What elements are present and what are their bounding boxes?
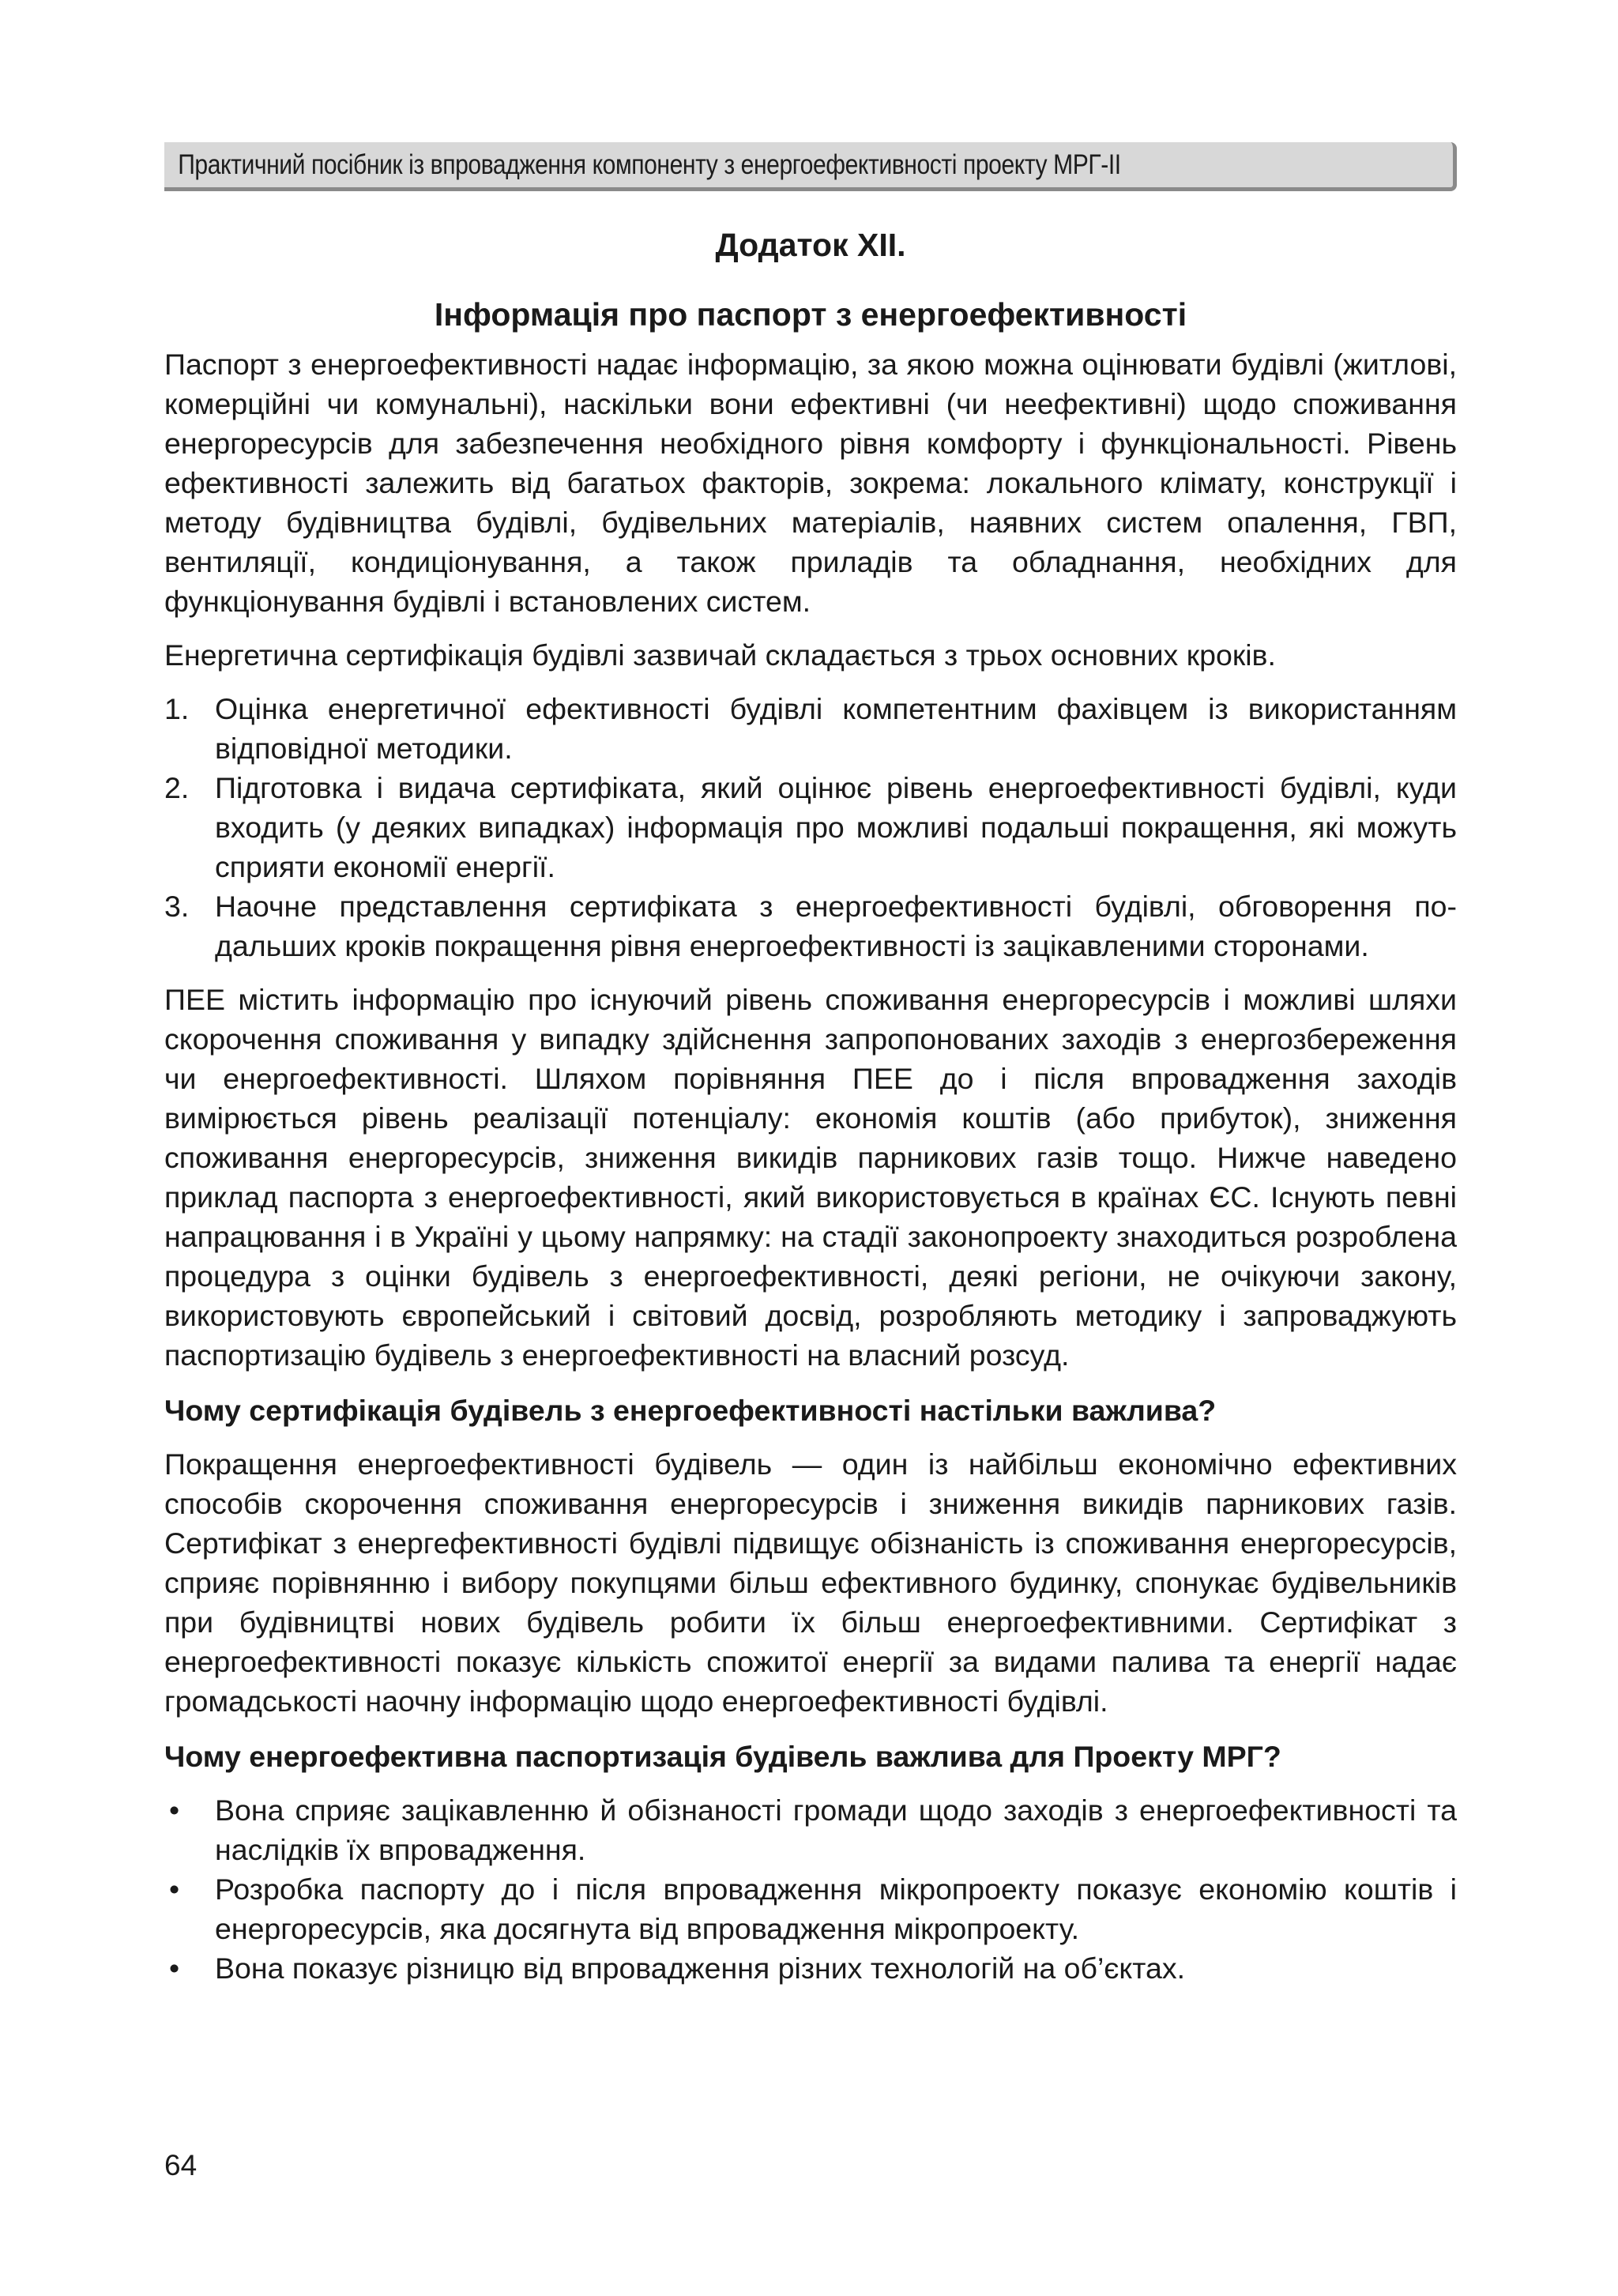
list-item xyxy=(164,1790,1457,1869)
list-item xyxy=(164,1869,1457,1948)
list-item-number: 3. xyxy=(164,890,190,923)
list-item xyxy=(164,886,1457,965)
list-item-number: 1. xyxy=(164,692,190,725)
list-item-number: 2. xyxy=(164,771,190,804)
section-heading-project: Чому енергоефективна паспортизація будівель важлива для Проекту МРГ? xyxy=(164,1740,1281,1773)
paragraph-steps-intro: Енергетична сертифікація будівлі зазвичай складається з трьох основних кроків. xyxy=(164,638,1276,672)
list-item-text: Підготовка і видача сертифіката, який оцінює рівень енергоефективності будівлі, куди входить (у деяких випадках) інформація про можливі подальші покращення, які можуть сприяти економії енергії. xyxy=(215,771,1457,883)
running-header-title: Практичний посібник із впровадження компоненту з енергоефективності проекту МРГ-ІІ xyxy=(178,149,1121,180)
page-number: 64 xyxy=(164,2149,198,2181)
bullet-icon: • xyxy=(169,1873,180,1906)
bullet-icon: • xyxy=(169,1794,180,1827)
list-item-text: Розробка паспорту до і після впровадження мікропроекту показує економію коштів і енергоресурсів, яка досягнута від впровадження мікропроекту. xyxy=(215,1873,1457,1945)
list-item-text: Оцінка енергетичної ефективності будівлі компетентним фахівцем із використанням відповідної методики. xyxy=(215,692,1457,765)
list-item-text: Вона показує різницю від впровадження різних технологій на об’єктах. xyxy=(215,1952,1186,1985)
paragraph-pee: ПЕЕ містить інформацію про існуючий рівень споживання енергоресурсів і можливі шляхи скорочення споживання у випадку здійснення запропонованих заходів з енергозбереження чи енергоефективності. Шляхом порівняння ПЕЕ до і після впровадження заходів вимірюється рівень реалізації потенціалу: економія коштів (або прибуток), зниження споживання енергоресурсів, зниження викидів парникових газів тощо. Нижче наведено приклад паспорта з енергоефективності, який використовується в країнах ЄС. Існують певні напрацювання і в Україні у цьому напрямку: на стадії законопроекту знаходиться розроблена процедура з оцінки будівель з енергоефективності, деякі регіони, не очікуючи закону, використовують європейський і світовий досвід, розробляють методику і запроваджують паспортизацію будівель з енергоефективності на власний розсуд. xyxy=(164,983,1457,1372)
running-header xyxy=(164,142,1457,191)
paragraph-importance: Покращення енергоефективності будівель — один із найбільш економічно ефективних способів скорочення споживання енергоресурсів і зниження викидів парникових газів. Сертифікат з енергефективності будівлі підвищує обізнаність із споживання енергоресурсів, сприяє порівнянню і вибору покупцями більш ефективного будинку, спонукає будівельників при будівництві нових будівель робити їх більш енергоефективними. Сертифікат з енергоефективності показує кількість спожитої енергії за видами палива та енергії надає громадськості наочну інформацію щодо енергоефективності будівлі. xyxy=(164,1447,1457,1718)
steps-list xyxy=(164,689,1457,965)
list-item xyxy=(164,1948,1457,1988)
bullet-list xyxy=(164,1790,1457,1988)
page-content xyxy=(164,221,1457,2002)
appendix-title: Додаток XII. xyxy=(715,227,906,263)
list-item-text: Наочне представлення сертифіката з енергоефективності будівлі, обговорення подальших кроків покращення рівня енергоефективності із зацікавленими сторонами. xyxy=(215,890,1457,962)
list-item xyxy=(164,768,1457,886)
list-item-text: Вона сприяє зацікавленню й обізнаності громади щодо заходів з енергоефективності та наслідків їх впровадження. xyxy=(215,1794,1457,1866)
appendix-subtitle: Інформація про паспорт з енергоефективності xyxy=(434,296,1187,333)
section-heading-importance: Чому сертифікація будівель з енергоефективності настільки важлива? xyxy=(164,1394,1217,1427)
bullet-icon: • xyxy=(169,1952,180,1985)
paragraph-intro: Паспорт з енергоефективності надає інформацію, за якою можна оцінювати будівлі (житлові, комерційні чи комунальні), наскільки вони ефективні (чи неефективні) щодо споживання енергоресурсів для забезпечення необхідного рівня комфорту і функціональності. Рівень ефективності залежить від багатьох факторів, зокрема: локального клімату, конструкції і методу будівництва будівлі, будівельних матеріалів, наявних систем опалення, ГВП, вентиляції, кондиціонування, а також приладів та обладнання, необхідних для функціонування будівлі і встановлених систем. xyxy=(164,348,1457,618)
list-item xyxy=(164,689,1457,768)
